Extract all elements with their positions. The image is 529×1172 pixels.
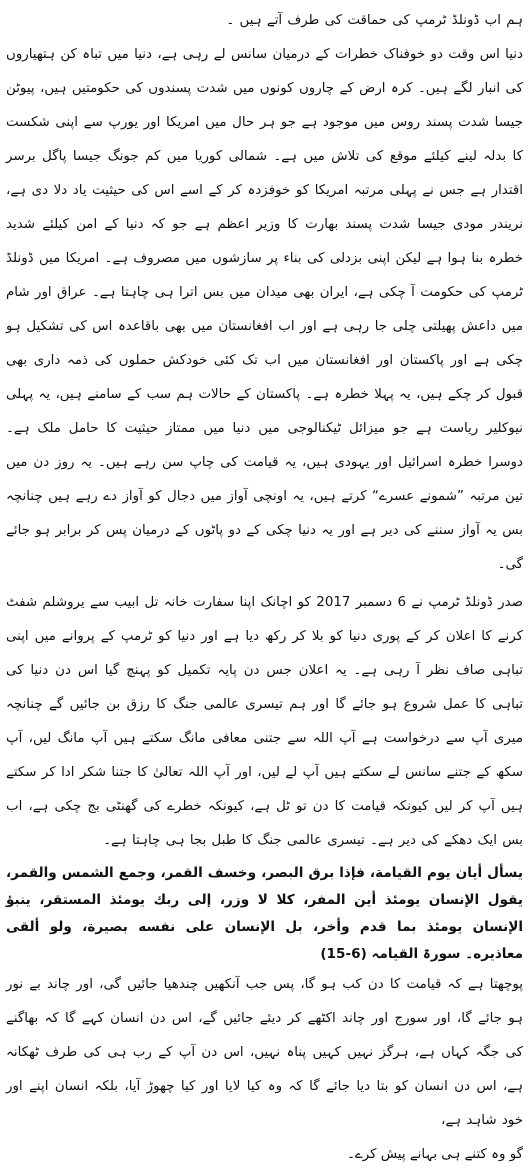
opening-line: ہم اب ڈونلڈ ٹرمپ کی حماقت کی طرف آتے ہیں ۔ [226,13,523,28]
paragraph-threats: دنیا اس وقت دو خوفناک خطرات کے درمیان سانس لے رہی ہے، دنیا میں تباہ کن ہتھیاروں کی انبار لگے ہیں۔ کرہ ارض کے چاروں کونوں میں شدت پسندوں کی حکومتیں ہیں، پیوٹن جیسا شدت پسند روس میں موجود ہے جو ہر حال میں امریکا اور یورپ سے اپنی شکست کا بدلہ لینے کیلئے موقع کی تلاش میں ہے۔ شمالی کوریا میں کم جونگ جیسا پاگل برسر اقتدار ہے جس نے پہلی مرتبہ امریکا کو خوفزدہ کر کے اسے اس کی حیثیت یاد دلا دی ہے، نریندر مودی جیسا شدت پسند بھارت کا وزیر اعظم ہے جو کہ دنیا کے امن کیلئے شدید خطرہ بنا ہوا ہے لیکن اپنی بزدلی کی بناء پر سازشوں میں مصروف ہے۔ امریکا میں ڈونلڈ ٹرمپ کی حکومت آ چکی ہے، ایران بھی میدان میں بس اترا ہی چاہتا ہے۔ عراق اور شام میں داعش پھیلتی چلی جا رہی ہے اور اب افغانستان میں بھی باقاعدہ اس کی تشکیل ہو چکی ہے اور پاکستان اور افغانستان میں اب تک کئی خودکش حملوں کی ذمہ داری بھی قبول کر چکے ہیں، یہ پہلا خطرہ ہے۔ پاکستان کے حالات ہم سب کے سامنے ہیں، یہ پہلی نیوکلیر ریاست ہے جو میزائل ٹیکنالوجی میں دنیا میں ممتاز حیثیت کا حامل ملک ہے۔ دوسرا خطرہ اسرائیل اور یہودی ہیں، یہ قیامت کی چاپ سن رہے ہیں۔ یہ روز دن میں تین مرتبہ ”شمونے عسرے“ کرتے ہیں، یہ اونچی آواز میں دجال کو آواز دے رہے ہیں چنانچہ بس یہ آواز سننے کی دیر ہے اور یہ دنیا چکی کے دو پاٹوں کے درمیان پس کر برابر ہو جائے گی۔ [6,47,523,572]
paragraph-translation: پوچھتا ہے کہ قیامت کا دن کب ہو گا، پس جب آنکھیں چندھیا جائیں گی، اور چاند بے نور ہو جائے گا، اور سورج اور چاند اکٹھے کر دیئے جائیں گے، اس دن انسان کہے گا کہ بھاگنے کی جگہ کہاں ہے، ہرگز نہیں کہیں پناہ نہیں، اس دن آپ کے رب ہی کی طرف ٹھکانہ ہے، اس دن انسان کو بتا دیا جائے گا کہ وہ کیا لایا اور کیا چھوڑ آیا، بلکہ انسان اپنے اور خود شاہد ہے، [6,977,523,1128]
quran-verse: يسأل أيان يوم القيامة، فإذا برق البصر، وخسف القمر، وجمع الشمس والقمر، يقول الإنسان يومئذ أين المفر، كلا لا وزر، إلى ربك يومئذ المستقر، ينبؤ الإنسان يومئذ بما قدم وأخر، بل الإنسان على نفسه بصيرة، ولو ألقى معاذيره۔ سورۃ القیامہ (6-15) [6,865,523,962]
closing-line: گو وہ کتنے ہی بہانے پیش کرے۔ [347,1147,523,1162]
paragraph-embassy: صدر ڈونلڈ ٹرمپ نے 6 دسمبر 2017 کو اچانک اپنا سفارت خانہ تل ابیب سے یروشلم شفٹ کرنے کا اعلان کر کے پوری دنیا کو بلا کر رکھ دیا ہے اور دنیا کو ٹرمپ کے پروانے میں اپنی تباہی صاف نظر آ رہی ہے۔ یہ اعلان جس دن پایہ تکمیل کو پہنچ گیا اس دن دنیا کی تباہی کا عمل شروع ہو جائے گا اور ہم تیسری عالمی جنگ کا رزق بن جائیں گے چنانچہ میری آپ سے درخواست ہے آپ اللہ سے جتنی معافی مانگ سکتے ہیں آپ مانگ لیں، آپ سکھ کے جتنے سانس لے سکتے ہیں آپ لے لیں، اور آپ اللہ تعالیٰ کا جتنا شکر ادا کر سکتے ہیں آپ کر لیں کیونکہ قیامت کا دن تو ٹل ہے، کیونکہ خطرے کی گھنٹی بج چکی ہے، اب بس ایک دھکے کی دیر ہے۔ تیسری عالمی جنگ کا طبل بجا ہی چاہتا ہے۔ [6,595,523,848]
